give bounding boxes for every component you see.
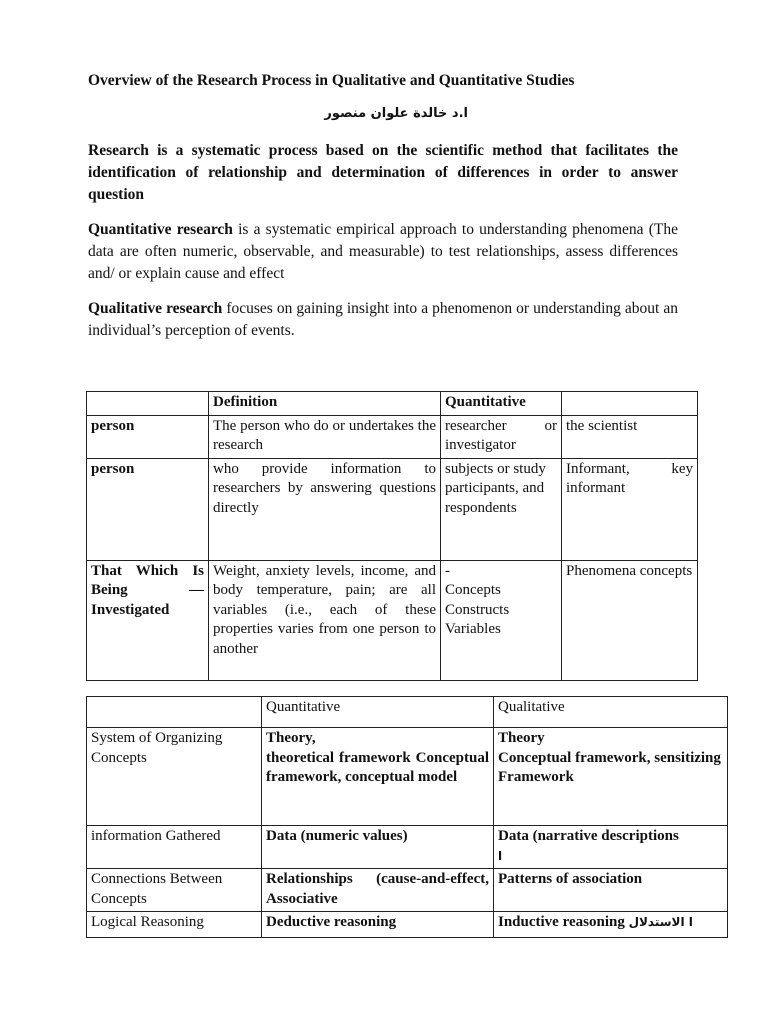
table-cell: Data (numeric values) xyxy=(262,826,494,869)
table-row xyxy=(87,560,698,680)
table-row xyxy=(87,826,728,869)
quantitative-research-text: is a systematic empirical approach to understanding phenomena (The data are often numeric, observable, and measurable) to test relationships, assess differences and/ or explain cause and effect xyxy=(88,221,678,282)
table-header-cell xyxy=(562,392,698,416)
table-cell: information Gathered xyxy=(87,826,262,869)
table-cell: System of Organizing Concepts xyxy=(87,728,262,826)
stray-mark: ا xyxy=(498,848,503,863)
table-cell: person xyxy=(87,458,209,560)
table-row xyxy=(87,392,698,416)
table-header-cell: Qualitative xyxy=(494,697,728,728)
table-cell: person xyxy=(87,415,209,458)
document-title: Overview of the Research Process in Qualitative and Quantitative Studies xyxy=(88,72,575,89)
table-row xyxy=(87,697,728,728)
table-header-cell xyxy=(87,697,262,728)
table-header-cell: Quantitative xyxy=(262,697,494,728)
table-cell: Theory Conceptual framework, sensitizing Framework xyxy=(494,728,728,826)
qualitative-research-paragraph xyxy=(88,298,678,342)
qualitative-research-term: Qualitative research xyxy=(88,300,223,317)
table-cell: Phenomena concepts xyxy=(562,560,698,680)
table-cell: The person who do or undertakes the research xyxy=(209,415,441,458)
table-cell: Patterns of association xyxy=(494,869,728,912)
table-cell: subjects or study participants, and respondents xyxy=(441,458,562,560)
table-cell: Logical Reasoning xyxy=(87,912,262,938)
qualitative-research-text: focuses on gaining insight into a phenomenon or understanding about an individual’s perception of events. xyxy=(88,300,678,339)
table-row xyxy=(87,458,698,560)
arabic-note: ا الاستدلال xyxy=(628,915,693,929)
table-cell: Informant, key informant xyxy=(562,458,698,560)
table-cell xyxy=(494,826,728,869)
table-cell: researcher or investigator xyxy=(441,415,562,458)
table-row xyxy=(87,415,698,458)
author-name: ا.د خالدة علوان منصور xyxy=(324,106,468,121)
quantitative-research-term: Quantitative research xyxy=(88,221,233,238)
table-header-cell: Definition xyxy=(209,392,441,416)
research-definition-paragraph: Research is a systematic process based on the scientific method that facilitates the identification of relationship and determination of differences in order to answer question xyxy=(88,142,678,203)
table-cell: - Concepts Constructs Variables xyxy=(441,560,562,680)
table-header-cell xyxy=(87,392,209,416)
cell-text: Inductive reasoning xyxy=(498,914,625,930)
comparison-table xyxy=(86,696,728,938)
table-header-cell: Quantitative xyxy=(441,392,562,416)
cell-text: Data (narrative descriptions xyxy=(498,828,679,844)
table-cell: That Which Is Being — Investigated xyxy=(87,560,209,680)
quantitative-research-paragraph xyxy=(88,219,678,285)
table-cell: Connections Between Concepts xyxy=(87,869,262,912)
terminology-table xyxy=(86,391,698,681)
table-cell: Relationships (cause-and-effect, Associative xyxy=(262,869,494,912)
table-cell: the scientist xyxy=(562,415,698,458)
table-row xyxy=(87,869,728,912)
table-cell xyxy=(494,912,728,938)
table-cell: who provide information to researchers by answering questions directly xyxy=(209,458,441,560)
table-row xyxy=(87,912,728,938)
table-cell: Deductive reasoning xyxy=(262,912,494,938)
table-cell: Weight, anxiety levels, income, and body temperature, pain; are all variables (i.e., each of these properties varies from one person to another xyxy=(209,560,441,680)
table-cell: Theory, theoretical framework Conceptual framework, conceptual model xyxy=(262,728,494,826)
table-row xyxy=(87,728,728,826)
